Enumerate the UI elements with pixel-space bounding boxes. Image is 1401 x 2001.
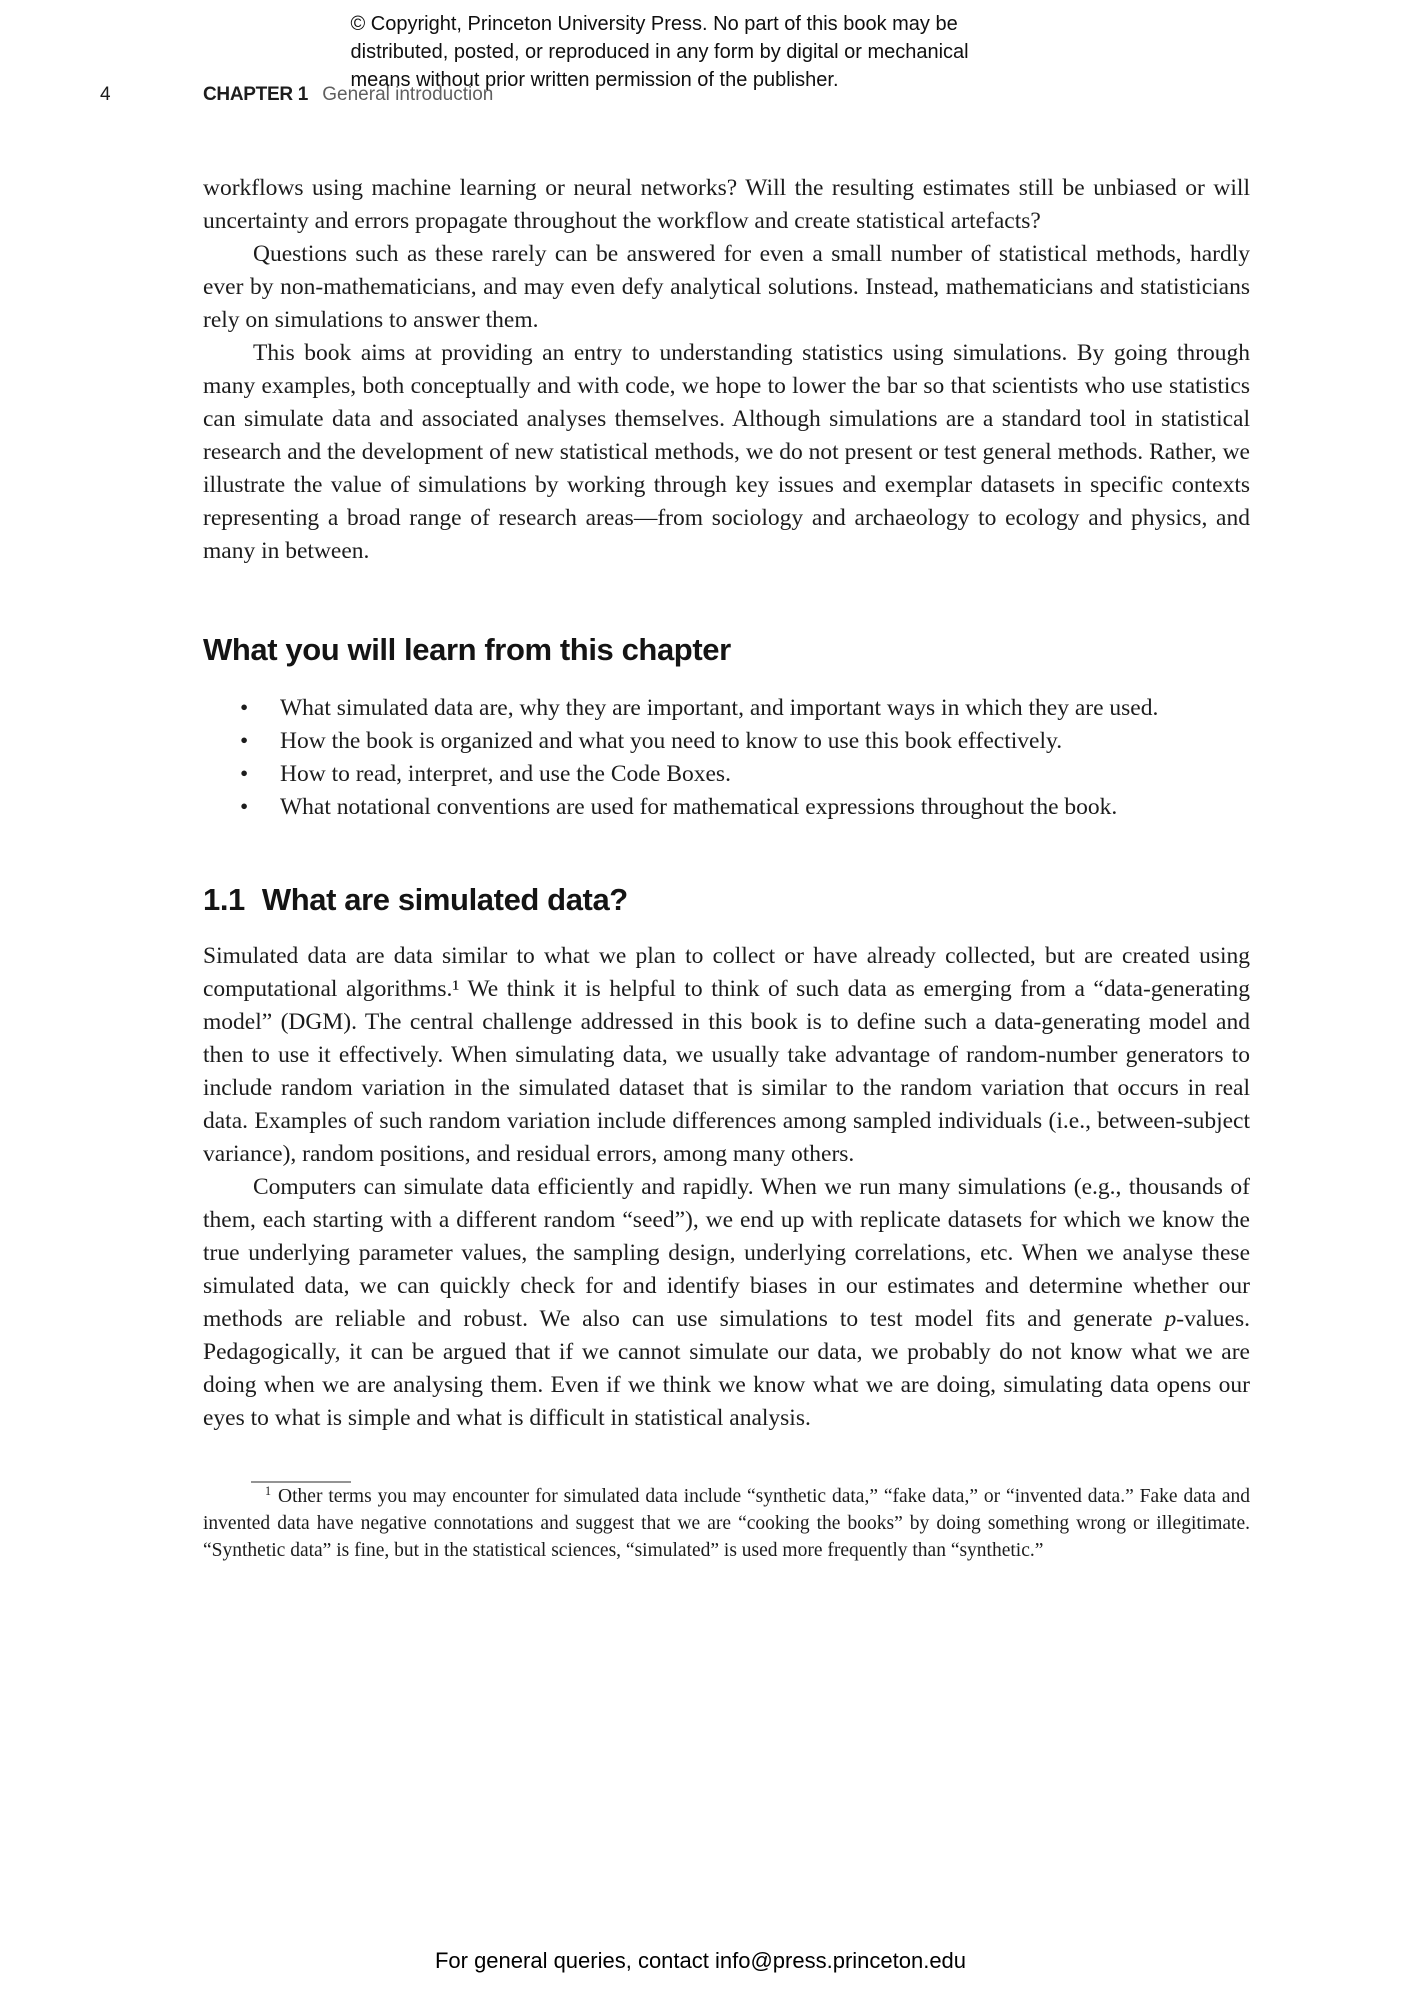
- bullet-icon: •: [240, 794, 249, 820]
- chapter-header: [203, 84, 493, 106]
- intro-paragraph-2: Questions such as these rarely can be answered for even a small number of statistical methods, hardly ever by non-mathematicians, and may even defy analytical solutions. Instead, mathematicians and statisticians rely on simulations to answer them.: [203, 241, 1250, 333]
- paragraph-text: -values. Pedagogically, it can be argued that if we cannot simulate our data, we probably do not know what we are doing when we are analysing them. Even if we think we know what we are doing, simulating data opens our eyes to what is simple and what is difficult in statistical analysis.: [203, 1306, 1250, 1431]
- intro-paragraph-3: This book aims at providing an entry to understanding statistics using simulations. By going through many examples, both conceptually and with code, we hope to lower the bar so that scientists who use statistics can simulate data and associated analyses themselves. Although simulations are a standard tool in statistical research and the development of new statistical methods, we do not present or test general methods. Rather, we illustrate the value of simulations by working through key issues and exemplar datasets in specific contexts representing a broad range of research areas—from sociology and archaeology to ecology and physics, and many in between.: [203, 340, 1250, 564]
- list-item: [203, 725, 1250, 758]
- chapter-label: CHAPTER 1: [203, 84, 308, 105]
- section-1-1-paragraph-1: Simulated data are data similar to what we plan to collect or have already collected, but are created using computational algorithms.¹ We think it is helpful to think of such data as emerging from a “data-generating model” (DGM). The central challenge addressed in this book is to define such a data-generating model and then to use it effectively. When simulating data, we usually take advantage of random-number generators to include random variation in the simulated dataset that is similar to the random variation that occurs in real data. Examples of such random variation include differences among sampled individuals (i.e., between-subject variance), random positions, and residual errors, among many others.: [203, 943, 1250, 1167]
- list-item-text: How the book is organized and what you need to know to use this book effectively.: [280, 728, 1063, 754]
- copyright-line-2: distributed, posted, or reproduced in any form by digital or mechanical: [350, 41, 969, 63]
- bullet-icon: •: [240, 728, 249, 754]
- intro-paragraph-1: workflows using machine learning or neural networks? Will the resulting estimates still be unbiased or will uncertainty and errors propagate throughout the workflow and create statistical artefacts?: [203, 175, 1250, 234]
- footnote: [203, 1483, 1250, 1564]
- section-heading-1-1: [203, 882, 1250, 918]
- paragraph-text: Computers can simulate data efficiently and rapidly. When we run many simulations (e.g., thousands of them, each starting with a different random “seed”), we end up with replicate datasets for which we know the true underlying parameter values, the sampling design, underlying correlations, etc. When we analyse these simulated data, we can quickly check for and identify biases in our estimates and determine whether our methods are reliable and robust. We also can use simulations to test model fits and generate: [203, 1174, 1250, 1332]
- list-item: [203, 758, 1250, 791]
- list-item: [203, 692, 1250, 725]
- list-item-text: What notational conventions are used for mathematical expressions throughout the book.: [280, 794, 1118, 820]
- copyright-line-1: © Copyright, Princeton University Press. No part of this book may be: [350, 13, 958, 35]
- list-item-text: How to read, interpret, and use the Code Boxes.: [280, 761, 731, 787]
- bullet-icon: •: [240, 695, 249, 721]
- chapter-title: General introduction: [322, 84, 494, 105]
- footnote-text: Other terms you may encounter for simulated data include “synthetic data,” “fake data,” or “invented data.” Fake data and invented data have negative connotations and suggest that we are “cooking the books” by doing something wrong or illegitimate. “Synthetic data” is fine, but in the statistical sciences, “simulated” is used more frequently than “synthetic.”: [203, 1486, 1250, 1561]
- list-item: [203, 791, 1250, 824]
- bullet-icon: •: [240, 761, 249, 787]
- copyright-notice: [0, 10, 1401, 94]
- copyright-line-3: means without prior written permission of the publisher.: [350, 69, 839, 91]
- section-heading-learn: What you will learn from this chapter: [203, 632, 731, 667]
- footer-contact-text: For general queries, contact info@press.princeton.edu: [434, 1948, 967, 1973]
- section-title-text: What are simulated data?: [261, 882, 628, 917]
- main-text-column: [203, 172, 1250, 1564]
- italic-p: p: [1164, 1306, 1177, 1332]
- section-1-1-paragraph-2: [203, 1171, 1250, 1435]
- copyright-text-block: [351, 10, 1051, 94]
- page-number: 4: [100, 84, 111, 105]
- section-number: 1.1: [203, 882, 245, 917]
- list-item-text: What simulated data are, why they are important, and important ways in which they are used.: [280, 695, 1159, 721]
- page-footer: [0, 1948, 1401, 1974]
- learning-objectives-list: [203, 692, 1250, 824]
- running-header: [0, 84, 1401, 108]
- footnote-marker: 1: [265, 1483, 272, 1498]
